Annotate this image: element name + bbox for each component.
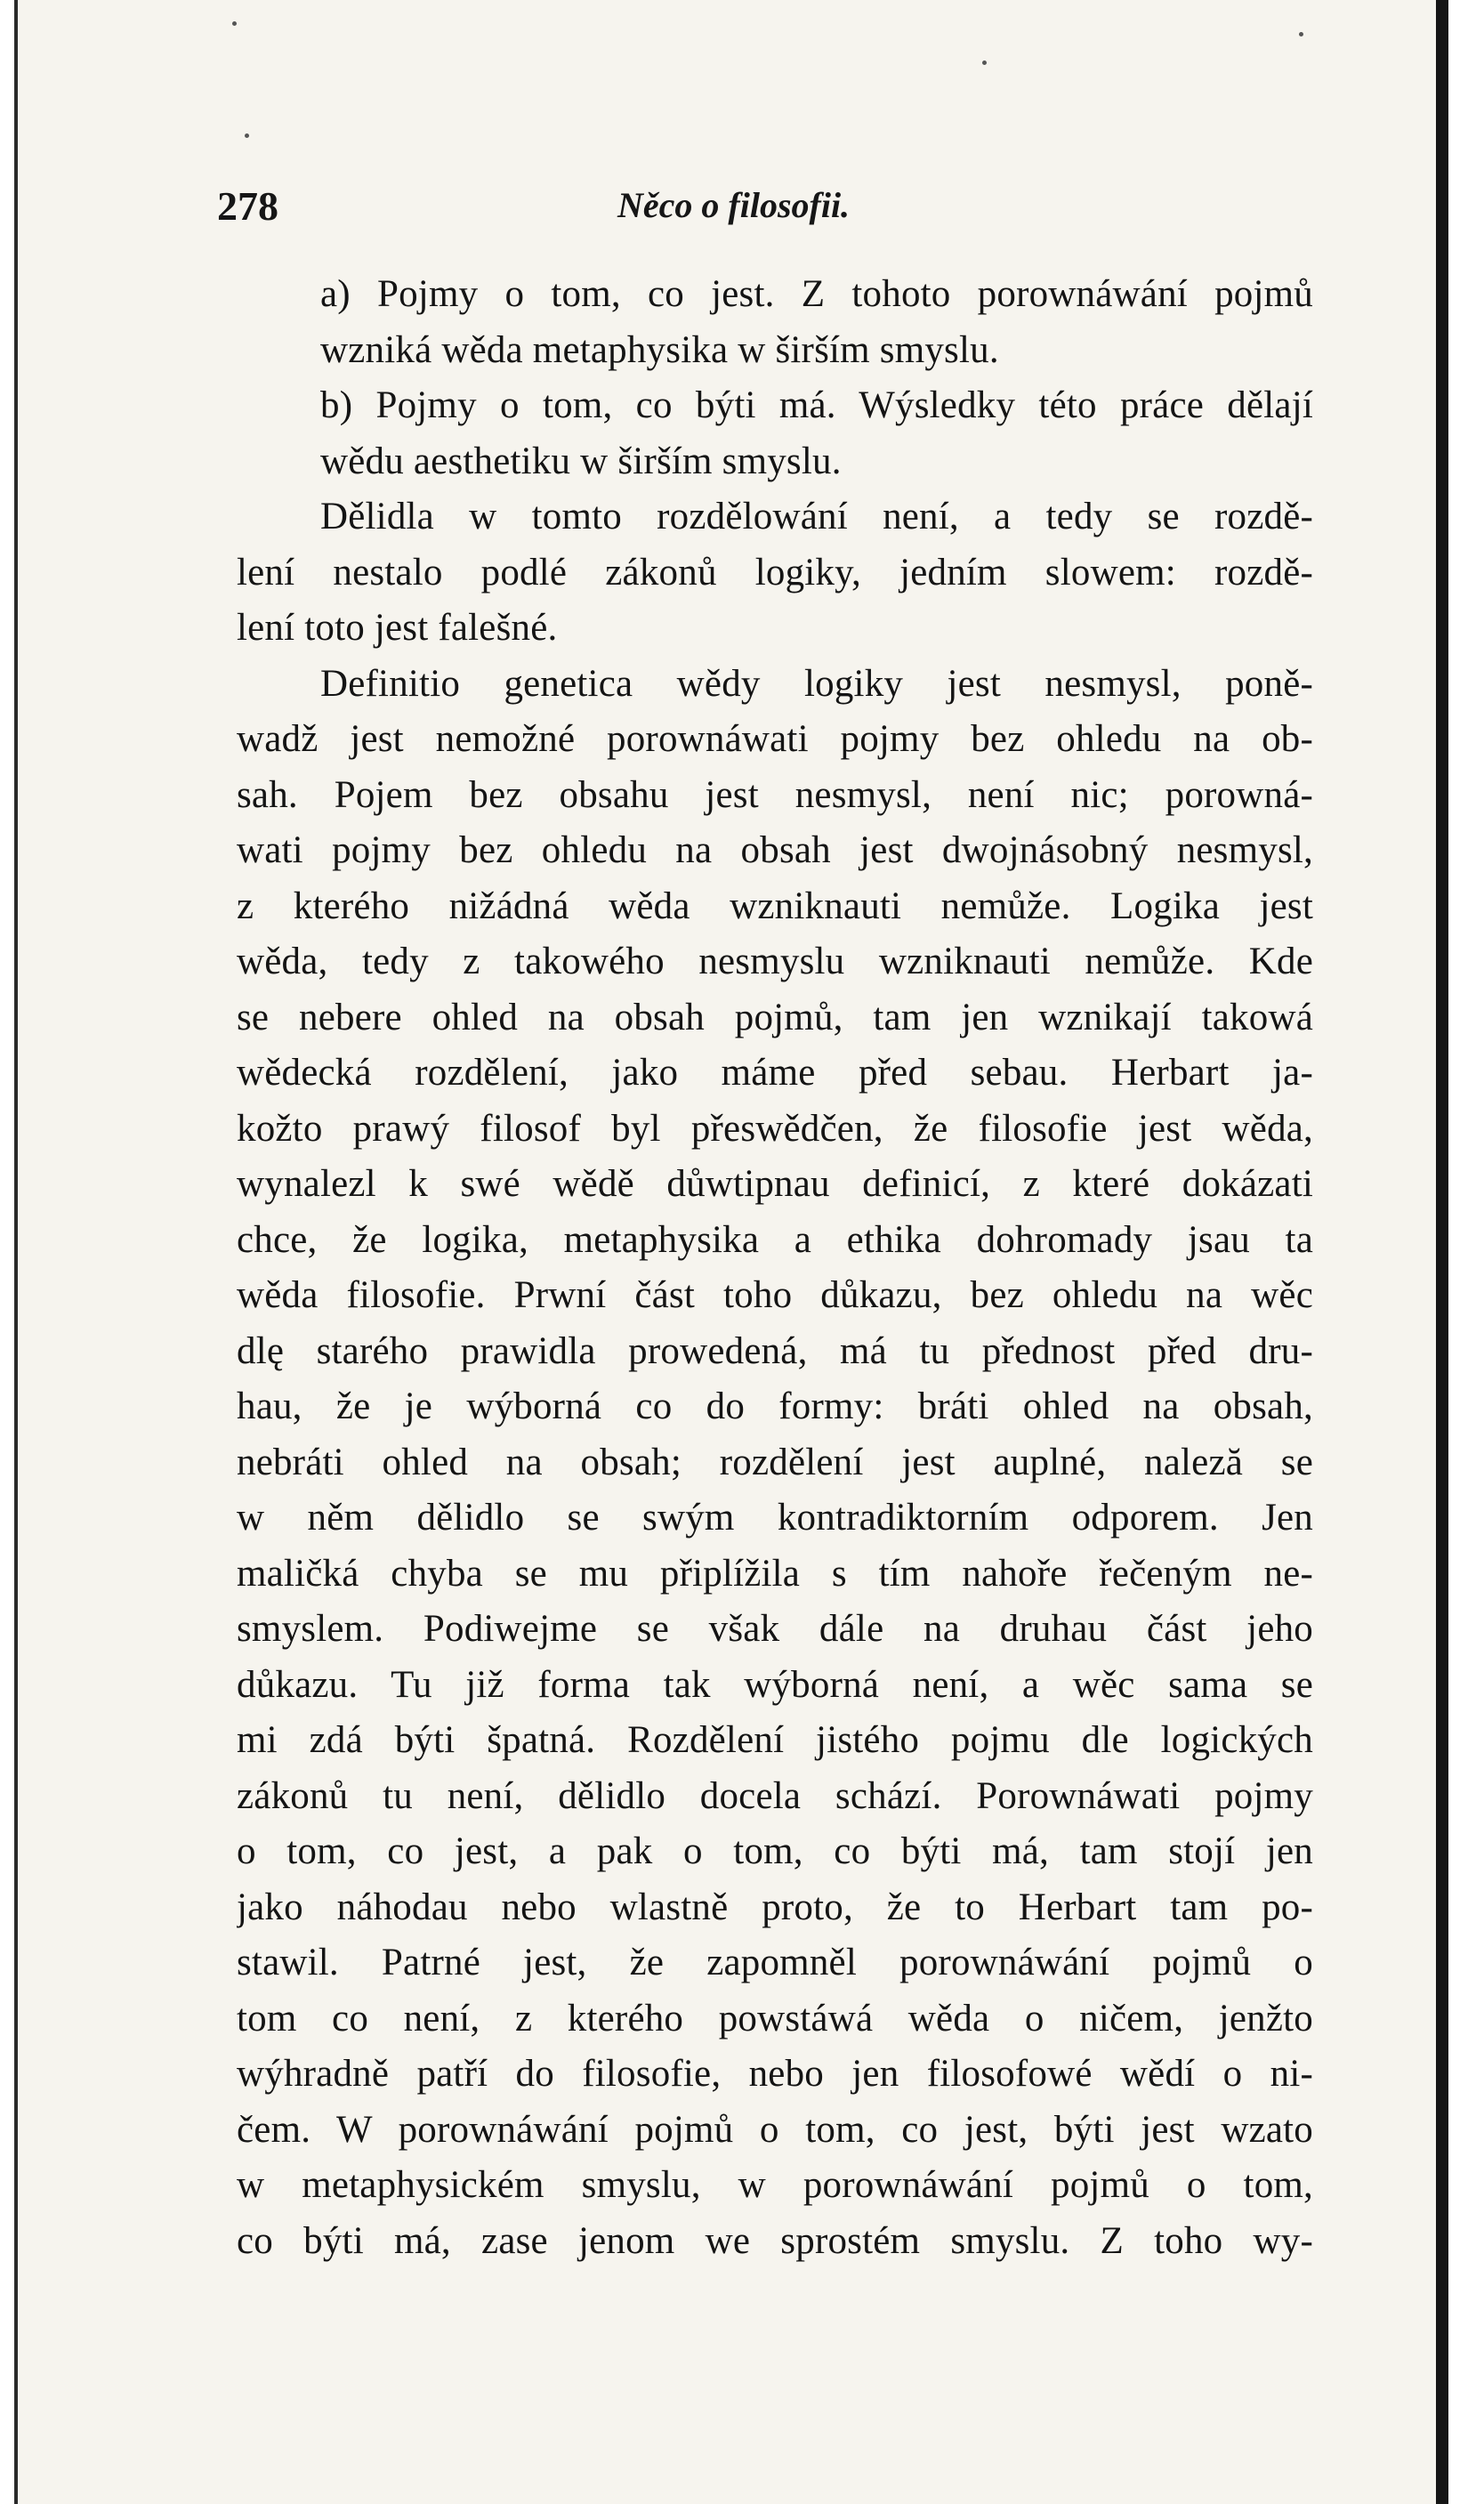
text-line: wadž jest nemožné porownáwati pojmy bez ohledu na ob-	[237, 718, 1313, 760]
text-line: wěda, tedy z takowého nesmyslu wzniknauti nemůže. Kde	[237, 941, 1313, 982]
text-line: wědecká rozdělení, jako máme před sebau. Herbart ja-	[237, 1052, 1313, 1094]
text-line: z kterého nižádná wěda wzniknauti nemůže. Logika jest	[237, 884, 1313, 927]
text-line: důkazu. Tu již forma tak wýborná není, a wěc sama se	[237, 1663, 1313, 1706]
text-line: wěda filosofie. Prwní část toho důkazu, bez ohledu na wěc	[237, 1274, 1313, 1316]
text-line: Dělidla w tomto rozdělowání není, a tedy se rozdě-	[320, 496, 1313, 537]
text-line: nebráti ohled na obsah; rozdělení jest auplné, naleză se	[237, 1441, 1313, 1483]
page	[14, 0, 1448, 2504]
text-line: lení nestalo podlé zákonů logiky, jedním slowem: rozdě-	[237, 551, 1313, 594]
text-line: wědu aesthetiku w širším smyslu.	[320, 440, 842, 482]
text-line: o tom, co jest, a pak o tom, co býti má, tam stojí jen	[237, 1830, 1313, 1872]
text-line: b) Pojmy o tom, co býti má. Wýsledky této práce dělají	[320, 384, 1313, 426]
running-head	[217, 182, 1313, 236]
text-line: w něm dělidlo se swým kontradiktorním odporem. Jen	[237, 1497, 1313, 1539]
text-line: wynalezl k swé wědě důwtipnau definicí, z které dokázati	[237, 1163, 1313, 1205]
body-text	[237, 267, 1313, 2269]
text-line: maličká chyba se mu připlížila s tím nahoře řečeným ne-	[237, 1552, 1313, 1595]
text-line: tom co není, z kterého powstáwá wěda o ničem, jenžto	[237, 1997, 1313, 2040]
text-line: Definitio genetica wědy logiky jest nesmysl, poně-	[320, 662, 1313, 705]
text-line: smyslem. Podiwejme se však dále na druhau část jeho	[237, 1608, 1313, 1650]
text-line: jako náhodau nebo wlastně proto, že to Herbart tam po-	[237, 1886, 1313, 1928]
text-line: wati pojmy bez ohledu na obsah jest dwojnásobný nesmysl,	[237, 829, 1313, 871]
text-line: kožto prawý filosof byl přeswědčen, že filosofie jest wěda,	[237, 1107, 1313, 1150]
text-line: se nebere ohled na obsah pojmů, tam jen wznikají takowá	[237, 996, 1313, 1038]
text-line: dlę starého prawidla prowedená, má tu přednost před dru-	[237, 1329, 1313, 1372]
text-line: hau, že je wýborná co do formy: bráti ohled na obsah,	[237, 1385, 1313, 1427]
text-line: w metaphysickém smyslu, w porownáwání pojmů o tom,	[237, 2164, 1313, 2206]
text-line: stawil. Patrné jest, že zapomněl porownáwání pojmů o	[237, 1942, 1313, 1983]
text-line: a) Pojmy o tom, co jest. Z tohoto porownáwání pojmů	[320, 273, 1313, 315]
text-line: čem. W porownáwání pojmů o tom, co jest, býti jest wzato	[237, 2108, 1313, 2151]
page-header-title: Něco o filosofii.	[617, 185, 851, 225]
scan-speck	[1299, 32, 1303, 36]
scan-speck	[982, 61, 987, 65]
page-number: 278	[217, 183, 278, 229]
text-line: zákonů tu není, dělidlo docela schází. Porownáwati pojmy	[237, 1774, 1313, 1817]
scan-speck	[232, 21, 237, 26]
text-line: chce, že logika, metaphysika a ethika dohromady jsau ta	[237, 1218, 1313, 1261]
text-line: lení toto jest falešné.	[237, 607, 558, 649]
text-line: mi zdá býti špatná. Rozdělení jistého pojmu dle logických	[237, 1719, 1313, 1761]
text-line: co býti má, zase jenom we sprostém smyslu. Z toho wy-	[237, 2219, 1313, 2262]
text-line: sah. Pojem bez obsahu jest nesmysl, není nic; porowná-	[237, 773, 1313, 816]
text-line: wýhradně patří do filosofie, nebo jen filosofowé wědí o ni-	[237, 2053, 1313, 2095]
text-line: wzniká wěda metaphysika w širším smyslu.	[320, 328, 999, 371]
scan-speck	[245, 133, 249, 138]
